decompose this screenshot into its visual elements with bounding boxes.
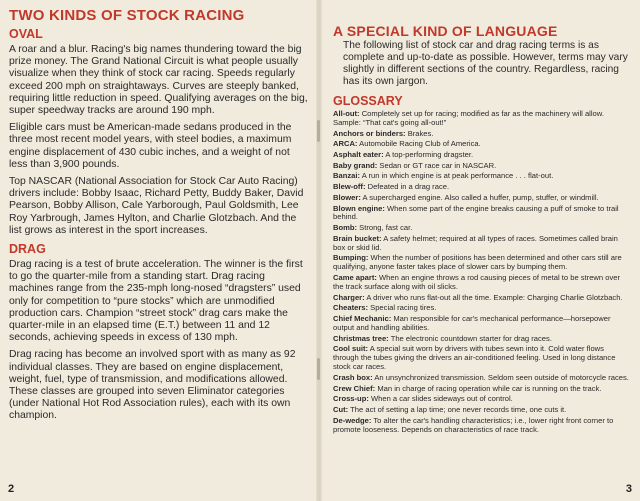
glossary-term: Asphalt eater:: [333, 150, 384, 160]
glossary-term: Crew Chief:: [333, 383, 376, 393]
glossary-definition: When a car slides sideways out of control.: [368, 394, 513, 404]
glossary-definition: Sedan or GT race car in NASCAR.: [377, 160, 497, 170]
glossary-entry: [333, 224, 630, 233]
glossary-definition: The act of setting a lap time; one never records time, one cuts it.: [348, 405, 567, 415]
drag-paragraph-1: Drag racing is a test of brute acceleration. The winner is the first to go the quarter-mile from a standing start. Drag racing machines range from the 235-mph long-nosed “dragsters” used only for competition to “pure stocks” which are unmodified production cars. Champion “street stock” drag cars make the quarter-mile in an elapsed time (E.T.) between 11 and 12 seconds, achieving speeds in excess of 130 mph.: [9, 259, 303, 344]
glossary-definition: When the number of positions has been determined and other cars still are qualifying, anyone faster takes place of slower cars by bumping them.: [333, 253, 622, 272]
glossary-entry: [333, 406, 630, 415]
oval-heading: OVAL: [9, 27, 43, 41]
glossary-entry: [333, 374, 630, 383]
glossary-entry: [333, 254, 630, 272]
glossary-entry: [333, 294, 630, 303]
glossary-entry: [333, 395, 630, 404]
glossary-term: Cut:: [333, 405, 349, 415]
right-page-title: A SPECIAL KIND OF LANGUAGE: [333, 23, 558, 39]
glossary-term: Charger:: [333, 292, 365, 302]
glossary-entry: [333, 345, 630, 372]
glossary-intro: The following list of stock car and drag racing terms is as complete and up-to-date as possible. However, terms may vary slightly in different sections of the country. Regardless, racing has its own jargon.: [343, 40, 628, 87]
glossary-entry: [333, 335, 630, 344]
glossary-term: All-out:: [333, 109, 360, 118]
glossary-entry: [333, 304, 630, 313]
glossary-definition: Brakes.: [405, 128, 434, 138]
glossary-term: Anchors or binders:: [333, 128, 406, 138]
glossary-definition: Special racing tires.: [368, 303, 437, 313]
glossary-term: Banzai:: [333, 171, 361, 181]
glossary-term: Christmas tree:: [333, 333, 389, 343]
glossary-definition: A safety helmet; required at all types of races. Sometimes called brain box or skid lid.: [333, 233, 618, 252]
glossary-definition: Completely set up for racing; modified as far as the machinery will allow. Sample: “That cat's going all-out!”: [333, 109, 604, 127]
glossary-definition: When some part of the engine breaks causing a puff of smoke to trail behind.: [333, 203, 619, 222]
glossary-term: Cross-up:: [333, 394, 369, 404]
glossary-term: Came apart:: [333, 273, 377, 283]
glossary-list: [333, 110, 630, 435]
left-page: [0, 0, 318, 501]
glossary-entry: [333, 172, 630, 181]
glossary-term: Cool suit:: [333, 344, 369, 354]
glossary-entry: [333, 110, 630, 128]
glossary-definition: Strong, fast car.: [357, 223, 413, 233]
glossary-entry: [333, 385, 630, 394]
glossary-entry: [333, 151, 630, 160]
glossary-definition: An unsynchronized transmission. Seldom seen outside of motorcycle races.: [372, 372, 629, 382]
drag-heading: DRAG: [9, 242, 46, 257]
right-page-number: 3: [625, 483, 632, 495]
glossary-definition: When an engine throws a rod causing pieces of metal to be strewn over the track surface along with oil slicks.: [333, 273, 621, 291]
glossary-definition: Automobile Racing Club of America.: [357, 139, 481, 149]
glossary-definition: A top-performing dragster.: [383, 150, 474, 160]
oval-paragraph-3: Top NASCAR (National Association for Stock Car Auto Racing) drivers include: Bobby Isaac, Richard Petty, Buddy Baker, David Pearson, Bobby Allison, Cale Yarborough, Paul Goldsmith, Lee Roy Yarbrough, James Hylton, and Charlie Glotzbach. And the list grows as interest in the sport increases.: [9, 176, 304, 236]
glossary-term: Blower:: [333, 192, 361, 202]
glossary-term: Bomb:: [333, 223, 358, 233]
glossary-entry: [333, 235, 630, 253]
left-page-number: 2: [8, 483, 15, 495]
oval-paragraph-2: Eligible cars must be American-made sedans produced in the three most recent model years, with steel bodies, a maximum engine displacement of 430 cubic inches, and a weight of not less than 3,900 pounds.: [9, 122, 292, 170]
glossary-term: Chief Mechanic:: [333, 314, 392, 324]
glossary-entry: [333, 162, 630, 171]
glossary-term: ARCA:: [333, 139, 358, 149]
glossary-definition: The electronic countdown starter for drag races.: [388, 333, 552, 343]
glossary-term: Blew-off:: [333, 182, 366, 192]
glossary-entry: [333, 130, 630, 139]
glossary-entry: [333, 315, 630, 333]
glossary-term: Bumping:: [333, 253, 369, 263]
drag-paragraph-2: Drag racing has become an involved sport with as many as 92 individual classes. They are based on engine displacement, weight, fuel, type of transmission, and modifications allowed. These classes are grouped into seven Eliminator categories (under National Hot Rod Association rules), each with its own champion.: [9, 349, 296, 422]
glossary-entry: [333, 417, 630, 435]
glossary-term: Brain bucket:: [333, 233, 382, 243]
glossary-definition: Defeated in a drag race.: [365, 182, 450, 192]
glossary-entry: [333, 140, 630, 149]
glossary-entry: [333, 183, 630, 192]
oval-paragraph-1: A roar and a blur. Racing's big names thundering toward the big prize money. The Grand National Circuit is what people usually visualize when they think of stock car racing. Speeds regularly exceed 200 mph on straightaways. Curves are steeply banked, requiring little reduction in speed. Qualifying averages on the big, super speedway tracks are around 190 mph.: [9, 44, 308, 117]
glossary-definition: A supercharged engine. Also called a huffer, pump, stuffer, or windmill.: [360, 192, 599, 202]
glossary-definition: A run in which engine is at peak performance . . . flat-out.: [360, 171, 554, 181]
glossary-entry: [333, 194, 630, 203]
glossary-definition: A driver who runs flat-out all the time. Example: Charging Charlie Glotzbach.: [364, 292, 623, 302]
glossary-heading: GLOSSARY: [333, 94, 403, 108]
glossary-term: Blown engine:: [333, 203, 385, 213]
glossary-definition: Man in charge of racing operation while car is running on the track.: [375, 383, 602, 393]
glossary-entry: [333, 274, 630, 292]
glossary-term: Cheaters:: [333, 303, 369, 313]
glossary-definition: Man responsible for car's mechanical performance—horsepower output and handling abilities.: [333, 314, 611, 332]
glossary-term: Crash box:: [333, 372, 373, 382]
left-page-title: TWO KINDS OF STOCK RACING: [9, 7, 245, 24]
glossary-entry: [333, 205, 630, 223]
right-page: [321, 0, 640, 501]
glossary-definition: A special suit worn by drivers with tubes sewn into it. Cold water flows through the tubes giving the drivers an air-conditioned feeling. Used in long distance stock car races.: [333, 344, 616, 372]
glossary-term: Baby grand:: [333, 160, 378, 170]
glossary-term: De-wedge:: [333, 415, 372, 425]
glossary-definition: To alter the car's handling characteristics; i.e., lower right front corner to promote looseness. Depends on characteristics of race track.: [333, 415, 614, 434]
